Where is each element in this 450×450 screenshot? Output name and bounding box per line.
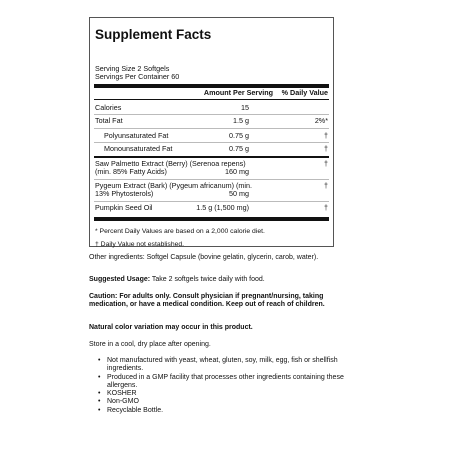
- servings-per-container: Servings Per Container 60: [95, 72, 180, 81]
- nutrient-label: Total Fat: [95, 116, 123, 125]
- panel-title: Supplement Facts: [95, 27, 212, 42]
- ingredient-label: Pygeum Extract (Bark) (Pygeum africanum) (min.: [95, 181, 252, 190]
- row-divider: [94, 114, 329, 115]
- storage-note: Store in a cool, dry place after opening.: [89, 341, 211, 348]
- nutrient-label: Monounsaturated Fat: [104, 144, 173, 153]
- natural-color-note: Natural color variation may occur in this product.: [89, 324, 253, 331]
- row-divider: [94, 128, 329, 129]
- nutrient-amount: 0.75 g: [229, 131, 249, 140]
- suggested-usage-text: Take 2 softgels twice daily with food.: [150, 276, 265, 283]
- list-item: • Recyclable Bottle.: [107, 407, 344, 415]
- ingredient-label: Saw Palmetto Extract (Berry) (Serenoa repens): [95, 159, 246, 168]
- nutrient-dv: 2%*: [314, 116, 328, 125]
- note-dagger: † Daily Value not established.: [95, 241, 185, 248]
- nutrient-label: Polyunsaturated Fat: [104, 131, 169, 140]
- list-item: • Not manufactured with yeast, wheat, gluten, soy, milk, egg, fish or shellfish ingredients.: [107, 357, 344, 374]
- other-ingredients: Other ingredients: Softgel Capsule (bovine gelatin, glycerin, carob, water).: [89, 254, 319, 261]
- ingredient-amount: 1.5 g (1,500 mg): [196, 203, 249, 212]
- row-divider: [94, 179, 329, 180]
- nutrient-dv: †: [324, 131, 328, 140]
- supplement-facts-panel: [89, 17, 334, 247]
- row-divider: [94, 201, 329, 202]
- ingredient-dv: †: [324, 181, 328, 190]
- amount-header: Amount Per Serving: [203, 88, 273, 97]
- list-item: • Produced in a GMP facility that processes other ingredients containing these allergens.: [107, 374, 344, 391]
- nutrient-amount: 0.75 g: [229, 144, 249, 153]
- serving-size: Serving Size 2 Softgels: [95, 64, 170, 73]
- nutrient-label: Calories: [95, 103, 122, 112]
- caution-text: Caution: For adults only. Consult physician if pregnant/nursing, taking medication, or have a medical condition. Keep out of reach of children.: [89, 293, 325, 309]
- ingredient-amount: 50 mg: [229, 189, 249, 198]
- ingredient-dv: †: [324, 159, 328, 168]
- nutrient-amount: 15: [241, 103, 249, 112]
- header-rule: [94, 99, 329, 100]
- ingredient-label-line2: (min. 85% Fatty Acids): [95, 167, 167, 176]
- nutrient-amount: 1.5 g: [233, 116, 249, 125]
- nutrient-dv: †: [324, 144, 328, 153]
- suggested-usage: [89, 276, 344, 284]
- ingredient-dv: †: [324, 203, 328, 212]
- ingredient-amount: 160 mg: [225, 167, 249, 176]
- row-divider: [94, 142, 329, 143]
- list-item: • Non-GMO: [107, 398, 344, 406]
- product-claims-list: [89, 357, 344, 415]
- list-item: • KOSHER: [107, 390, 344, 398]
- thick-rule-bottom: [94, 217, 329, 221]
- section-rule: [94, 156, 329, 158]
- note-percent-dv: * Percent Daily Values are based on a 2,000 calorie diet.: [95, 228, 265, 235]
- ingredient-label: Pumpkin Seed Oil: [95, 203, 153, 212]
- dv-header: % Daily Value: [281, 88, 328, 97]
- ingredient-label-line2: 13% Phytosterols): [95, 189, 154, 198]
- suggested-usage-label: Suggested Usage:: [89, 276, 151, 283]
